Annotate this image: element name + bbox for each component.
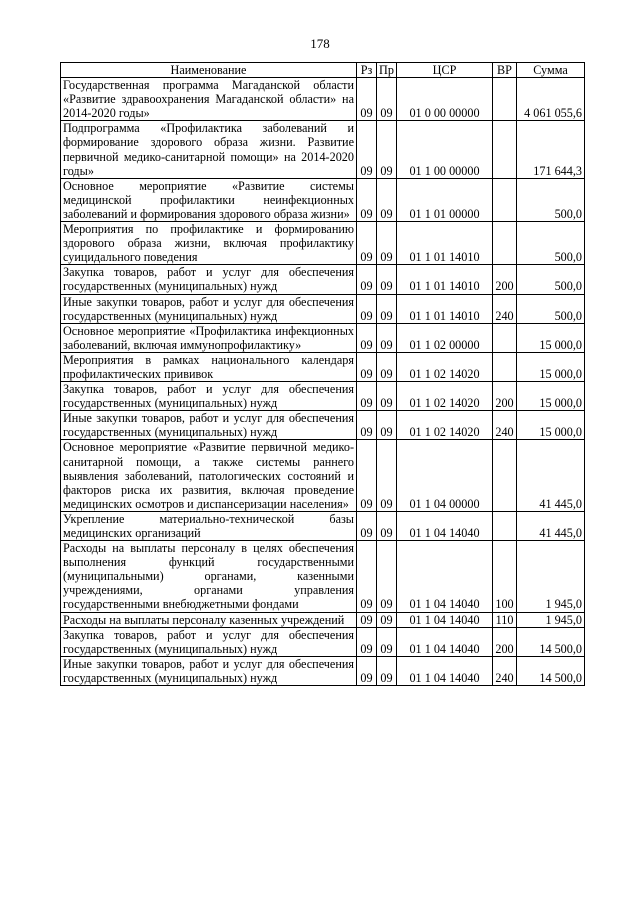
row-csr-cell: 01 1 01 00000: [397, 178, 493, 221]
row-sum-cell: 14 500,0: [517, 656, 585, 685]
header-row: [61, 63, 585, 78]
row-rz-cell: 09: [357, 323, 377, 352]
row-rz-cell: 09: [357, 382, 377, 411]
row-pr-cell: 09: [377, 78, 397, 121]
row-name-cell: Государственная программа Магаданской области «Развитие здравоохранения Магаданской области» на 2014-2020 годы»: [61, 78, 357, 121]
row-pr-cell: 09: [377, 656, 397, 685]
table-row: [61, 178, 585, 221]
row-rz-cell: 09: [357, 178, 377, 221]
row-pr-cell: 09: [377, 178, 397, 221]
row-rz-cell: 09: [357, 222, 377, 265]
row-sum-cell: 500,0: [517, 294, 585, 323]
header-sum: Сумма: [517, 63, 585, 78]
table-row: [61, 541, 585, 612]
row-vr-cell: [493, 511, 517, 540]
row-vr-cell: [493, 78, 517, 121]
row-name-cell: Иные закупки товаров, работ и услуг для обеспечения государственных (муниципальных) нужд: [61, 294, 357, 323]
table-row: [61, 411, 585, 440]
row-csr-cell: 01 1 02 14020: [397, 352, 493, 381]
row-vr-cell: 240: [493, 294, 517, 323]
row-sum-cell: 500,0: [517, 222, 585, 265]
table-row: [61, 78, 585, 121]
row-vr-cell: 240: [493, 656, 517, 685]
header-csr: ЦСР: [397, 63, 493, 78]
table-row: [61, 627, 585, 656]
row-name-cell: Укрепление материально-технической базы медицинских организаций: [61, 511, 357, 540]
table-row: [61, 656, 585, 685]
row-name-cell: Закупка товаров, работ и услуг для обеспечения государственных (муниципальных) нужд: [61, 382, 357, 411]
row-pr-cell: 09: [377, 323, 397, 352]
row-csr-cell: 01 1 04 14040: [397, 511, 493, 540]
row-vr-cell: 200: [493, 265, 517, 294]
row-csr-cell: 01 1 04 14040: [397, 656, 493, 685]
row-name-cell: Основное мероприятие «Развитие системы медицинской профилактики неинфекционных заболеваний и формирования здорового образа жизни»: [61, 178, 357, 221]
table-row: [61, 323, 585, 352]
row-sum-cell: 15 000,0: [517, 411, 585, 440]
table-row: [61, 294, 585, 323]
row-pr-cell: 09: [377, 541, 397, 612]
row-pr-cell: 09: [377, 265, 397, 294]
row-vr-cell: [493, 222, 517, 265]
row-name-cell: Расходы на выплаты персоналу казенных учреждений: [61, 612, 357, 627]
row-pr-cell: 09: [377, 121, 397, 178]
row-name-cell: Мероприятия в рамках национального календаря профилактических прививок: [61, 352, 357, 381]
row-csr-cell: 01 1 02 14020: [397, 382, 493, 411]
row-sum-cell: 14 500,0: [517, 627, 585, 656]
row-rz-cell: 09: [357, 78, 377, 121]
row-name-cell: Подпрограмма «Профилактика заболеваний и формирование здорового образа жизни. Развитие первичной медико-санитарной помощи» на 2014-2020 годы»: [61, 121, 357, 178]
row-sum-cell: 15 000,0: [517, 382, 585, 411]
row-rz-cell: 09: [357, 627, 377, 656]
row-rz-cell: 09: [357, 265, 377, 294]
row-sum-cell: 1 945,0: [517, 541, 585, 612]
row-vr-cell: [493, 440, 517, 511]
page-number: 178: [310, 36, 330, 51]
row-csr-cell: 01 1 04 14040: [397, 612, 493, 627]
row-sum-cell: 15 000,0: [517, 323, 585, 352]
table-row: [61, 612, 585, 627]
table-body: [61, 78, 585, 686]
row-sum-cell: 500,0: [517, 178, 585, 221]
table-row: [61, 440, 585, 511]
table-row: [61, 222, 585, 265]
row-pr-cell: 09: [377, 440, 397, 511]
row-vr-cell: 200: [493, 627, 517, 656]
row-name-cell: Закупка товаров, работ и услуг для обеспечения государственных (муниципальных) нужд: [61, 265, 357, 294]
row-vr-cell: [493, 352, 517, 381]
header-name: Наименование: [61, 63, 357, 78]
row-vr-cell: 200: [493, 382, 517, 411]
table-row: [61, 265, 585, 294]
row-vr-cell: 240: [493, 411, 517, 440]
row-csr-cell: 01 1 00 00000: [397, 121, 493, 178]
row-name-cell: Иные закупки товаров, работ и услуг для обеспечения государственных (муниципальных) нужд: [61, 656, 357, 685]
row-vr-cell: [493, 178, 517, 221]
row-rz-cell: 09: [357, 612, 377, 627]
row-name-cell: Основное мероприятие «Профилактика инфекционных заболеваний, включая иммунопрофилактику»: [61, 323, 357, 352]
row-sum-cell: 4 061 055,6: [517, 78, 585, 121]
row-vr-cell: [493, 323, 517, 352]
row-rz-cell: 09: [357, 541, 377, 612]
row-sum-cell: 500,0: [517, 265, 585, 294]
row-rz-cell: 09: [357, 511, 377, 540]
table-row: [61, 352, 585, 381]
row-csr-cell: 01 1 01 14010: [397, 222, 493, 265]
row-pr-cell: 09: [377, 612, 397, 627]
row-vr-cell: 100: [493, 541, 517, 612]
table-row: [61, 121, 585, 178]
table-row: [61, 382, 585, 411]
row-name-cell: Расходы на выплаты персоналу в целях обеспечения выполнения функций государственными (муниципальными) органами, казенными учреждениями, органами управления государственными внебюджетными фондами: [61, 541, 357, 612]
row-csr-cell: 01 0 00 00000: [397, 78, 493, 121]
row-pr-cell: 09: [377, 511, 397, 540]
row-name-cell: Иные закупки товаров, работ и услуг для обеспечения государственных (муниципальных) нужд: [61, 411, 357, 440]
row-pr-cell: 09: [377, 411, 397, 440]
row-csr-cell: 01 1 02 14020: [397, 411, 493, 440]
row-csr-cell: 01 1 01 14010: [397, 294, 493, 323]
row-rz-cell: 09: [357, 121, 377, 178]
row-name-cell: Основное мероприятие «Развитие первичной медико-санитарной помощи, а также системы раннего выявления заболеваний, патологических состояний и факторов риска их развития, включая проведение медицинских осмотров и диспансеризации населения»: [61, 440, 357, 511]
row-sum-cell: 41 445,0: [517, 440, 585, 511]
header-pr: Пр: [377, 63, 397, 78]
row-csr-cell: 01 1 01 14010: [397, 265, 493, 294]
budget-table: [60, 62, 585, 686]
row-csr-cell: 01 1 02 00000: [397, 323, 493, 352]
row-vr-cell: [493, 121, 517, 178]
header-rz: Рз: [357, 63, 377, 78]
row-rz-cell: 09: [357, 411, 377, 440]
row-rz-cell: 09: [357, 440, 377, 511]
row-csr-cell: 01 1 04 00000: [397, 440, 493, 511]
row-name-cell: Мероприятия по профилактике и формированию здорового образа жизни, включая профилактику суицидального поведения: [61, 222, 357, 265]
row-rz-cell: 09: [357, 656, 377, 685]
row-rz-cell: 09: [357, 294, 377, 323]
row-sum-cell: 1 945,0: [517, 612, 585, 627]
row-sum-cell: 41 445,0: [517, 511, 585, 540]
row-csr-cell: 01 1 04 14040: [397, 541, 493, 612]
row-name-cell: Закупка товаров, работ и услуг для обеспечения государственных (муниципальных) нужд: [61, 627, 357, 656]
row-pr-cell: 09: [377, 294, 397, 323]
row-pr-cell: 09: [377, 382, 397, 411]
table-header: [61, 63, 585, 78]
row-pr-cell: 09: [377, 222, 397, 265]
table-row: [61, 511, 585, 540]
row-vr-cell: 110: [493, 612, 517, 627]
row-sum-cell: 171 644,3: [517, 121, 585, 178]
header-vr: ВР: [493, 63, 517, 78]
row-pr-cell: 09: [377, 627, 397, 656]
row-rz-cell: 09: [357, 352, 377, 381]
row-pr-cell: 09: [377, 352, 397, 381]
row-sum-cell: 15 000,0: [517, 352, 585, 381]
row-csr-cell: 01 1 04 14040: [397, 627, 493, 656]
